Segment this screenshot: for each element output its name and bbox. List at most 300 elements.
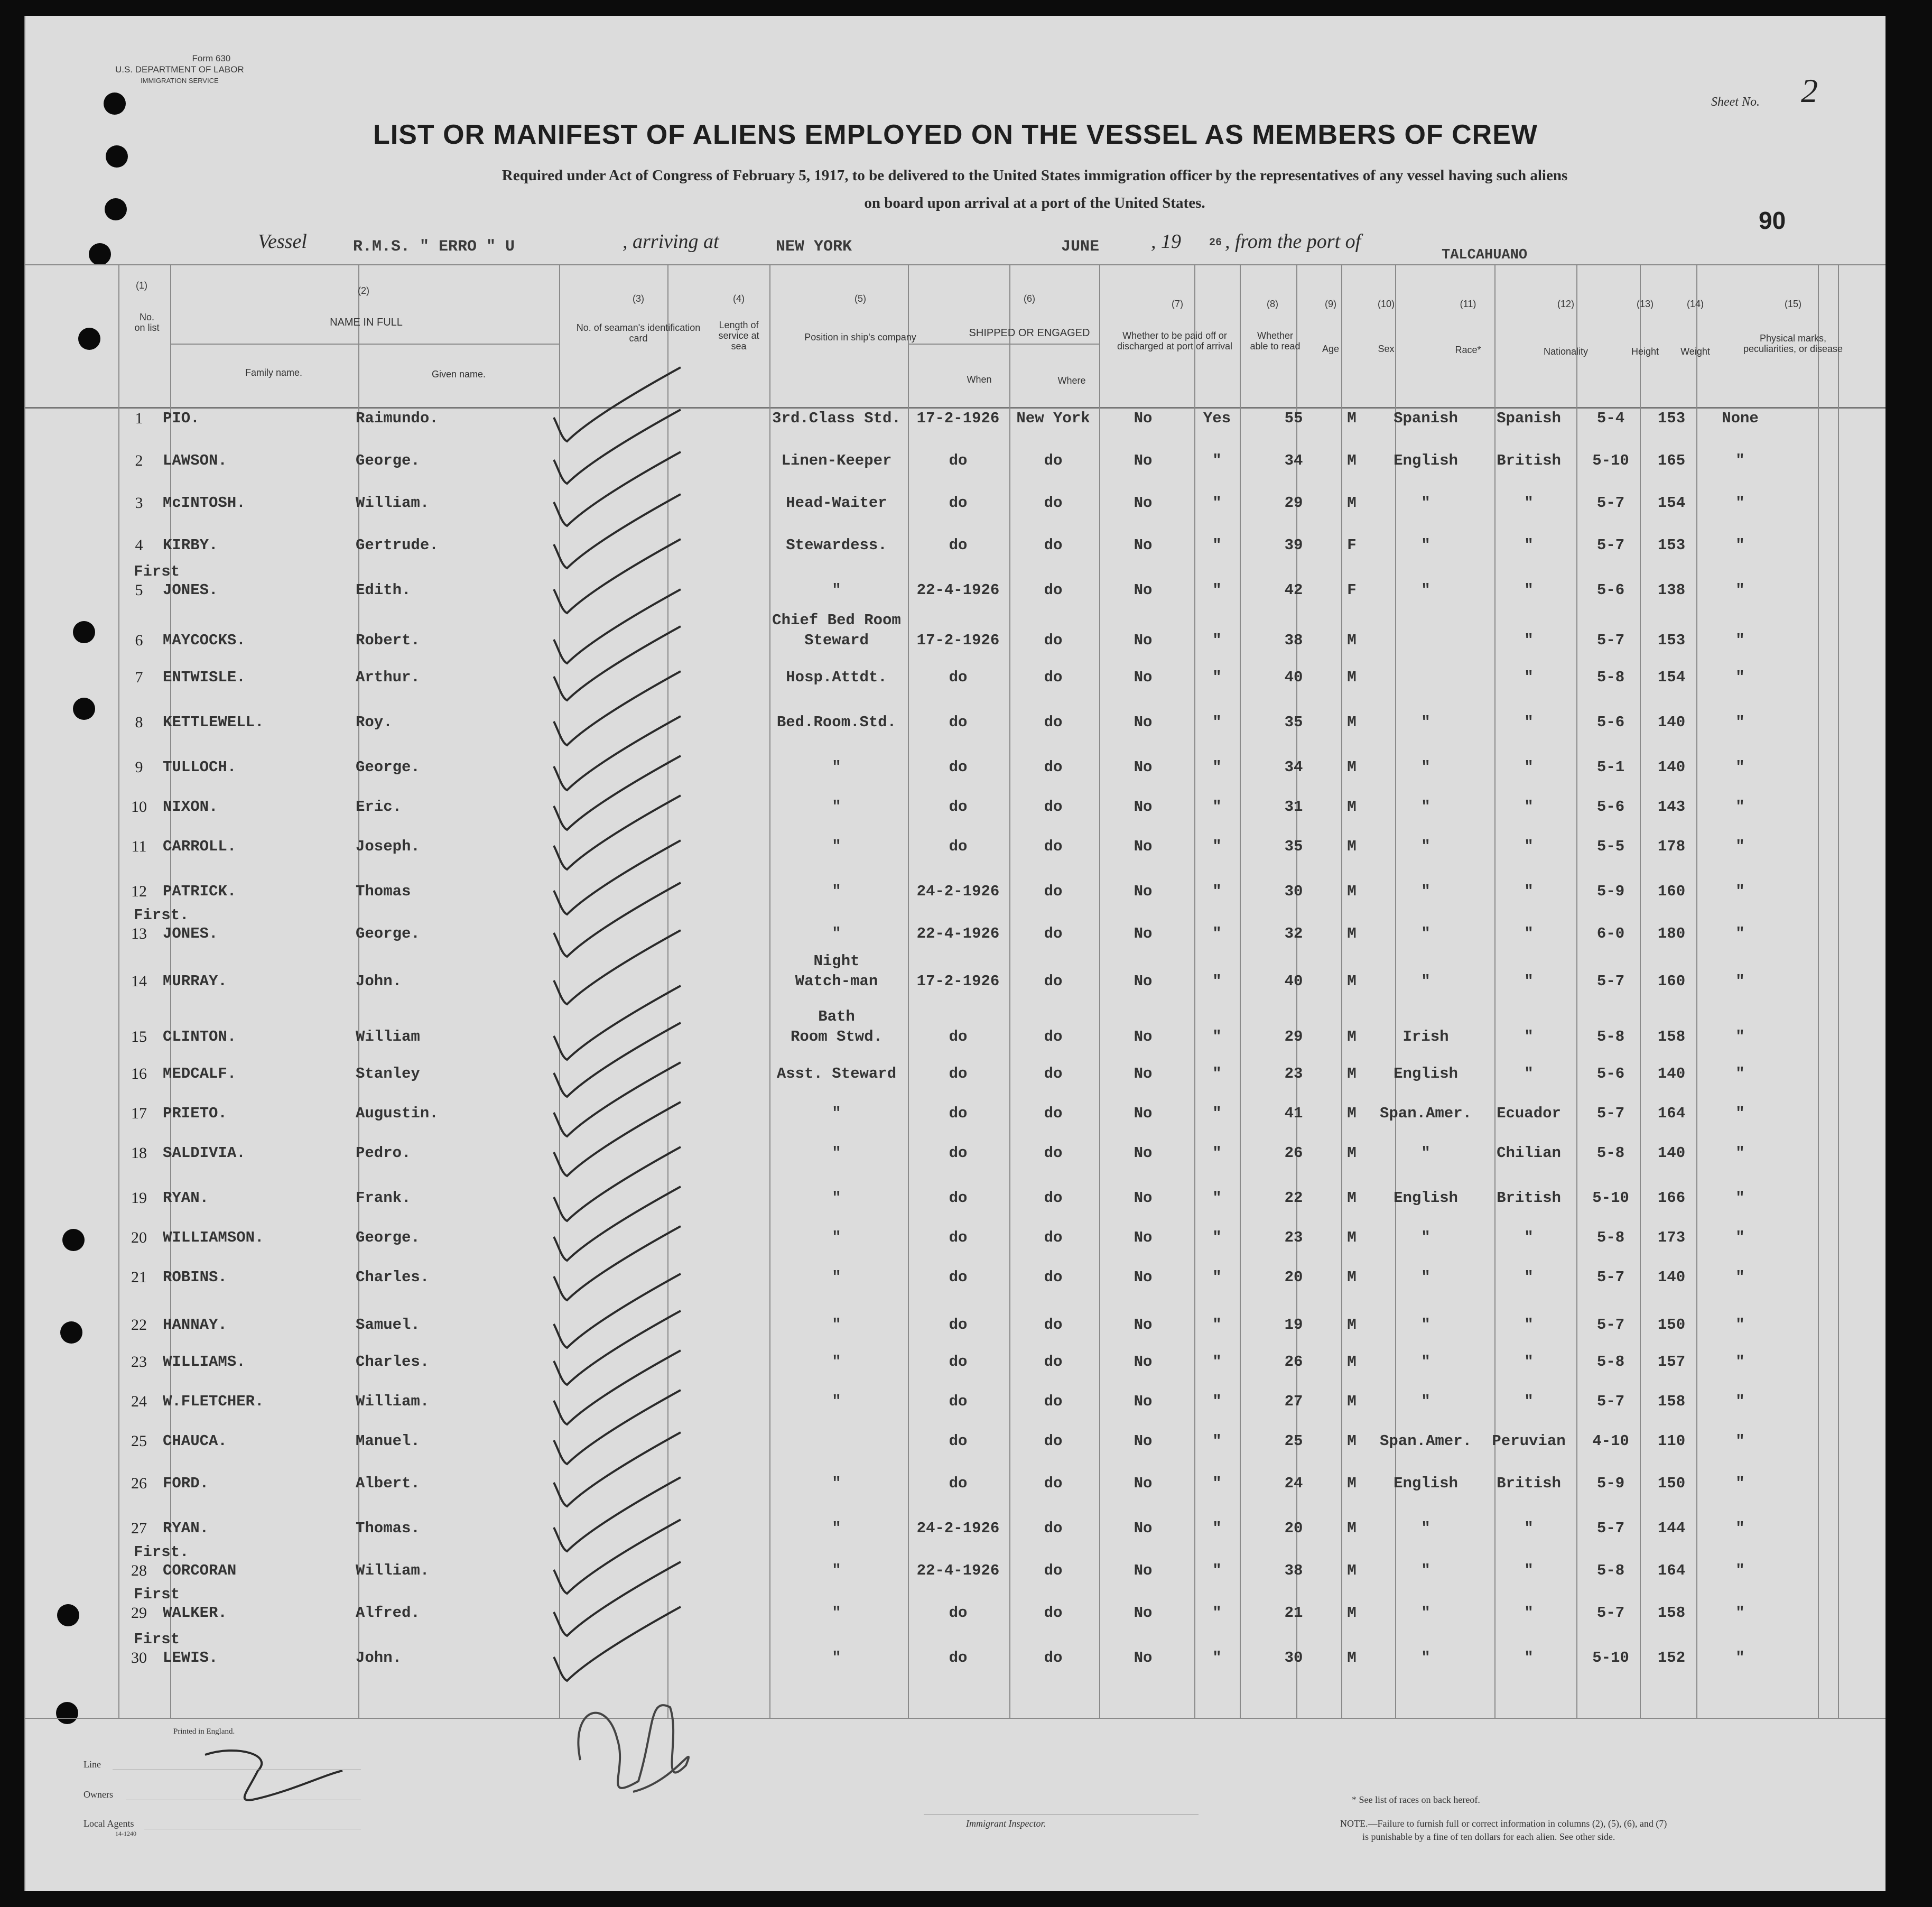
shipped-where: do [1044, 1065, 1063, 1082]
row-number: 7 [135, 669, 143, 686]
given-name: John. [356, 1649, 402, 1667]
paid-off: No [1134, 669, 1153, 686]
position: " [832, 758, 841, 776]
able-to-read: " [1212, 1189, 1222, 1207]
age: 55 [1284, 410, 1303, 427]
shipped-when: 22-4-1926 [916, 925, 1000, 942]
weight: 178 [1657, 838, 1686, 855]
given-name: George. [356, 452, 420, 469]
height: 5-10 [1592, 1649, 1629, 1667]
paid-off: No [1134, 1604, 1153, 1622]
weight: 138 [1657, 581, 1686, 599]
position: Bath [818, 1008, 855, 1025]
position: 3rd.Class Std. [772, 410, 901, 427]
physical-marks: " [1735, 714, 1745, 731]
shipped-when: do [949, 452, 968, 469]
given-name: George. [356, 925, 420, 942]
col8-number: (8) [1267, 299, 1278, 309]
shipped-where: do [1044, 669, 1063, 686]
physical-marks: " [1735, 1475, 1745, 1492]
sex: M [1347, 1393, 1357, 1410]
shipped-where: do [1044, 1229, 1063, 1246]
position: Stewardess. [786, 536, 887, 554]
given-name: Charles. [356, 1269, 430, 1286]
arrival-month: JUNE [1061, 238, 1100, 256]
able-to-read: " [1212, 632, 1222, 649]
col11-number: (11) [1460, 299, 1476, 309]
able-to-read: " [1212, 714, 1222, 731]
shipped-where: do [1044, 714, 1063, 731]
given-name: John. [356, 973, 402, 990]
weight: 164 [1657, 1562, 1686, 1579]
sex: M [1347, 1520, 1357, 1537]
row-number: 11 [131, 838, 147, 855]
service: IMMIGRATION SERVICE [141, 77, 219, 85]
physical-marks: " [1735, 452, 1745, 469]
position: " [832, 1189, 841, 1207]
shipped-where: do [1044, 1316, 1063, 1334]
age: 32 [1284, 925, 1303, 942]
family-name: PATRICK. [163, 883, 237, 900]
shipped-when: do [949, 1269, 968, 1286]
position: Watch-man [795, 973, 878, 990]
able-to-read: " [1212, 973, 1222, 990]
position: " [832, 1393, 841, 1410]
sex: M [1347, 410, 1357, 427]
col6-number: (6) [1024, 293, 1035, 304]
shipped-when: do [949, 1065, 968, 1082]
row-number: 22 [131, 1316, 147, 1334]
weight: 140 [1657, 714, 1686, 731]
sex: M [1347, 758, 1357, 776]
height: 4-10 [1592, 1432, 1629, 1450]
race: " [1421, 798, 1431, 816]
race: English [1394, 1065, 1458, 1082]
col4-header: Length of service at sea [718, 320, 759, 351]
height: 6-0 [1596, 925, 1625, 942]
given-name: Gertrude. [356, 536, 439, 554]
age: 26 [1284, 1144, 1303, 1162]
nationality: " [1524, 494, 1534, 512]
race: " [1421, 581, 1431, 599]
paid-off: No [1134, 925, 1153, 942]
physical-marks: " [1735, 1189, 1745, 1207]
able-to-read: " [1212, 581, 1222, 599]
position: " [832, 1105, 841, 1122]
paid-off: No [1134, 758, 1153, 776]
age: 41 [1284, 1105, 1303, 1122]
nationality: Spanish [1497, 410, 1561, 427]
physical-marks: " [1735, 1105, 1745, 1122]
shipped-when: do [949, 1189, 968, 1207]
weight: 173 [1657, 1229, 1686, 1246]
able-to-read: " [1212, 1520, 1222, 1537]
weight: 140 [1657, 1065, 1686, 1082]
family-name: HANNAY. [163, 1316, 227, 1334]
family-name: TULLOCH. [163, 758, 237, 776]
physical-marks: " [1735, 1562, 1745, 1579]
position: " [832, 1144, 841, 1162]
subtitle-line1: Required under Act of Congress of February 5, 1917, to be delivered to the United States immigration officer by the representatives of any vessel having such aliens [501, 167, 1568, 184]
col13-header: Height [1631, 346, 1659, 357]
physical-marks: " [1735, 536, 1745, 554]
family-name: McINTOSH. [163, 494, 246, 512]
race: " [1421, 1520, 1431, 1537]
row-number: 9 [135, 758, 143, 776]
local-agents-code: 14-1240 [115, 1830, 136, 1837]
nationality: " [1524, 1649, 1534, 1667]
age: 34 [1284, 452, 1303, 469]
race: " [1421, 973, 1431, 990]
age: 22 [1284, 1189, 1303, 1207]
weight: 143 [1657, 798, 1686, 816]
col5-number: (5) [854, 293, 866, 304]
shipped-when: do [949, 1432, 968, 1450]
physical-marks: " [1735, 1604, 1745, 1622]
physical-marks: " [1735, 494, 1745, 512]
shipped-where: do [1044, 1269, 1063, 1286]
col15-header: Physical marks, peculiarities, or disease [1743, 333, 1843, 354]
family-name: PIO. [163, 410, 200, 427]
age: 26 [1284, 1353, 1303, 1371]
col1-header: No. on list [134, 312, 160, 333]
position: " [832, 1475, 841, 1492]
sex: M [1347, 1028, 1357, 1045]
col11-header: Race* [1455, 345, 1481, 355]
shipped-when: do [949, 1144, 968, 1162]
row-number: 21 [131, 1269, 147, 1286]
position: " [832, 798, 841, 816]
height: 5-7 [1596, 494, 1625, 512]
given-name: George. [356, 758, 420, 776]
col3-header: No. of seaman's identification card [576, 322, 701, 344]
shipped-when: do [949, 758, 968, 776]
paid-off: No [1134, 1393, 1153, 1410]
penalty-note-1: NOTE.—Failure to furnish full or correct information in columns (2), (5), (6), and (7) [1340, 1818, 1667, 1829]
race: " [1421, 925, 1431, 942]
position: Linen-Keeper [781, 452, 892, 469]
position: Bed.Room.Std. [776, 714, 897, 731]
col6a-header: When [967, 374, 992, 385]
shipped-where: do [1044, 581, 1063, 599]
age: 40 [1284, 669, 1303, 686]
sex: M [1347, 1144, 1357, 1162]
race: Spanish [1394, 410, 1458, 427]
nationality: " [1524, 758, 1534, 776]
shipped-where: do [1044, 632, 1063, 649]
height: 5-7 [1596, 632, 1625, 649]
age: 25 [1284, 1432, 1303, 1450]
shipped-where: do [1044, 1649, 1063, 1667]
shipped-when: do [949, 1393, 968, 1410]
shipped-when: 17-2-1926 [916, 973, 1000, 990]
given-name: Stanley [356, 1065, 420, 1082]
given-name: Manuel. [356, 1432, 420, 1450]
given-name: George. [356, 1229, 420, 1246]
shipped-where: do [1044, 1475, 1063, 1492]
race: Span.Amer. [1379, 1105, 1472, 1122]
physical-marks: " [1735, 581, 1745, 599]
shipped-where: do [1044, 798, 1063, 816]
first-class-note: First. [134, 906, 189, 924]
vessel-name: R.M.S. " ERRO " U [353, 238, 515, 256]
sex: M [1347, 883, 1357, 900]
weight: 158 [1657, 1393, 1686, 1410]
nationality: " [1524, 714, 1534, 731]
given-name: William. [356, 1393, 430, 1410]
col6-header: SHIPPED OR ENGAGED [969, 327, 1090, 339]
sex: M [1347, 1269, 1357, 1286]
col3-number: (3) [633, 293, 644, 304]
able-to-read: " [1212, 1316, 1222, 1334]
height: 5-8 [1596, 1353, 1625, 1371]
shipped-when: do [949, 669, 968, 686]
shipped-where: do [1044, 973, 1063, 990]
row-number: 13 [131, 925, 147, 942]
family-name: MAYCOCKS. [163, 632, 246, 649]
race: " [1421, 536, 1431, 554]
sex: M [1347, 632, 1357, 649]
sex: M [1347, 452, 1357, 469]
row-number: 17 [131, 1105, 147, 1122]
age: 23 [1284, 1229, 1303, 1246]
height: 5-7 [1596, 1316, 1625, 1334]
shipped-where: do [1044, 1520, 1063, 1537]
able-to-read: " [1212, 925, 1222, 942]
physical-marks: " [1735, 1316, 1745, 1334]
race: " [1421, 1353, 1431, 1371]
given-name: Thomas. [356, 1520, 420, 1537]
row-number: 20 [131, 1229, 147, 1246]
inspector-rule [924, 1814, 1199, 1815]
given-name: Arthur. [356, 669, 420, 686]
race: " [1421, 1562, 1431, 1579]
sheet-label: Sheet No. [1711, 95, 1760, 109]
row-number: 1 [135, 410, 143, 427]
manifest-sheet [24, 16, 1885, 1891]
paid-off: No [1134, 973, 1153, 990]
nationality: " [1524, 1229, 1534, 1246]
nationality: " [1524, 1393, 1534, 1410]
nationality: " [1524, 536, 1534, 554]
age: 27 [1284, 1393, 1303, 1410]
printed-in-england: Printed in England. [173, 1727, 235, 1736]
race: " [1421, 1393, 1431, 1410]
able-to-read: " [1212, 452, 1222, 469]
able-to-read: Yes [1203, 410, 1231, 427]
able-to-read: " [1212, 1432, 1222, 1450]
sex: M [1347, 1475, 1357, 1492]
sex: M [1347, 1353, 1357, 1371]
age: 20 [1284, 1520, 1303, 1537]
family-name: JONES. [163, 581, 218, 599]
col2b-header: Given name. [431, 369, 486, 379]
given-name: Eric. [356, 798, 402, 816]
stamp-number: 90 [1759, 207, 1786, 234]
able-to-read: " [1212, 1028, 1222, 1045]
col8-header: Whether able to read [1250, 330, 1301, 351]
nationality: " [1524, 669, 1534, 686]
paid-off: No [1134, 581, 1153, 599]
age: 38 [1284, 632, 1303, 649]
paid-off: No [1134, 1065, 1153, 1082]
col12-number: (12) [1557, 299, 1574, 309]
able-to-read: " [1212, 1353, 1222, 1371]
weight: 153 [1657, 632, 1686, 649]
family-name: ROBINS. [163, 1269, 227, 1286]
shipped-where: do [1044, 1105, 1063, 1122]
height: 5-7 [1596, 1105, 1625, 1122]
weight: 165 [1657, 452, 1686, 469]
nationality: " [1524, 1604, 1534, 1622]
sex: M [1347, 1649, 1357, 1667]
height: 5-8 [1596, 1229, 1625, 1246]
family-name: WALKER. [163, 1604, 227, 1622]
age: 42 [1284, 581, 1303, 599]
age: 23 [1284, 1065, 1303, 1082]
nationality: Peruvian [1492, 1432, 1566, 1450]
height: 5-9 [1596, 883, 1625, 900]
first-class-note: First [134, 1631, 180, 1648]
able-to-read: " [1212, 883, 1222, 900]
able-to-read: " [1212, 1562, 1222, 1579]
nationality: British [1497, 452, 1561, 469]
age: 30 [1284, 883, 1303, 900]
col12-header: Nationality [1543, 346, 1589, 357]
height: 5-10 [1592, 452, 1629, 469]
height: 5-10 [1592, 1189, 1629, 1207]
shipped-when: 24-2-1926 [916, 1520, 1000, 1537]
family-name: MURRAY. [163, 973, 227, 990]
given-name: Pedro. [356, 1144, 411, 1162]
family-name: WILLIAMSON. [163, 1229, 264, 1246]
paid-off: No [1134, 1144, 1153, 1162]
able-to-read: " [1212, 1065, 1222, 1082]
shipped-where: New York [1016, 410, 1090, 427]
age: 38 [1284, 1562, 1303, 1579]
race: " [1421, 494, 1431, 512]
weight: 160 [1657, 973, 1686, 990]
shipped-where: do [1044, 1604, 1063, 1622]
shipped-when: 17-2-1926 [916, 410, 1000, 427]
shipped-where: do [1044, 536, 1063, 554]
sex: M [1347, 1065, 1357, 1082]
weight: 140 [1657, 1269, 1686, 1286]
age: 35 [1284, 714, 1303, 731]
weight: 110 [1657, 1432, 1686, 1450]
physical-marks: " [1735, 838, 1745, 855]
weight: 158 [1657, 1604, 1686, 1622]
nationality: " [1524, 925, 1534, 942]
race: " [1421, 1649, 1431, 1667]
shipped-when: 17-2-1926 [916, 632, 1000, 649]
age: 19 [1284, 1316, 1303, 1334]
weight: 140 [1657, 1144, 1686, 1162]
given-name: Robert. [356, 632, 420, 649]
sheet-number: 2 [1801, 72, 1818, 109]
shipped-when: do [949, 1105, 968, 1122]
nationality: " [1524, 973, 1534, 990]
shipped-when: do [949, 1649, 968, 1667]
shipped-where: do [1044, 1562, 1063, 1579]
owners-label: Owners [83, 1789, 113, 1800]
race: " [1421, 1604, 1431, 1622]
sex: M [1347, 1562, 1357, 1579]
family-name: SALDIVIA. [163, 1144, 246, 1162]
paid-off: No [1134, 536, 1153, 554]
paid-off: No [1134, 1562, 1153, 1579]
given-name: Albert. [356, 1475, 420, 1492]
given-name: Alfred. [356, 1604, 420, 1622]
weight: 160 [1657, 883, 1686, 900]
nationality: " [1524, 1269, 1534, 1286]
able-to-read: " [1212, 838, 1222, 855]
race: English [1394, 452, 1458, 469]
nationality: " [1524, 1316, 1534, 1334]
nationality: " [1524, 1028, 1534, 1045]
paid-off: No [1134, 632, 1153, 649]
able-to-read: " [1212, 758, 1222, 776]
height: 5-7 [1596, 973, 1625, 990]
family-name: MEDCALF. [163, 1065, 237, 1082]
weight: 158 [1657, 1028, 1686, 1045]
paid-off: No [1134, 410, 1153, 427]
row-number: 23 [131, 1353, 147, 1371]
row-number: 16 [131, 1065, 147, 1082]
race: " [1421, 838, 1431, 855]
shipped-when: do [949, 714, 968, 731]
shipped-when: do [949, 1353, 968, 1371]
paid-off: No [1134, 1269, 1153, 1286]
paid-off: No [1134, 714, 1153, 731]
inspector-signature [25, 16, 1885, 1891]
first-class-note: First. [134, 1543, 189, 1561]
row-number: 28 [131, 1562, 147, 1579]
able-to-read: " [1212, 798, 1222, 816]
height: 5-8 [1596, 1028, 1625, 1045]
weight: 152 [1657, 1649, 1686, 1667]
nationality: " [1524, 632, 1534, 649]
page-title: LIST OR MANIFEST OF ALIENS EMPLOYED ON THE VESSEL AS MEMBERS OF CREW [373, 119, 1538, 150]
arriving-label: , arriving at [623, 230, 719, 253]
position: Hosp.Attdt. [786, 669, 887, 686]
paid-off: No [1134, 1316, 1153, 1334]
shipped-where: do [1044, 1353, 1063, 1371]
height: 5-8 [1596, 1562, 1625, 1579]
row-number: 19 [131, 1189, 147, 1207]
physical-marks: " [1735, 798, 1745, 816]
given-name: Frank. [356, 1189, 411, 1207]
weight: 164 [1657, 1105, 1686, 1122]
weight: 153 [1657, 410, 1686, 427]
paid-off: No [1134, 452, 1153, 469]
race: Span.Amer. [1379, 1432, 1472, 1450]
row-number: 25 [131, 1432, 147, 1450]
from-port: TALCAHUANO [1442, 247, 1528, 263]
physical-marks: " [1735, 1520, 1745, 1537]
family-name: RYAN. [163, 1520, 209, 1537]
weight: 180 [1657, 925, 1686, 942]
height: 5-7 [1596, 1393, 1625, 1410]
given-name: William. [356, 494, 430, 512]
nationality: " [1524, 798, 1534, 816]
shipped-where: do [1044, 1028, 1063, 1045]
shipped-where: do [1044, 1144, 1063, 1162]
able-to-read: " [1212, 1269, 1222, 1286]
physical-marks: " [1735, 925, 1745, 942]
vessel-label: Vessel [258, 230, 307, 253]
first-class-note: First [134, 1586, 180, 1603]
